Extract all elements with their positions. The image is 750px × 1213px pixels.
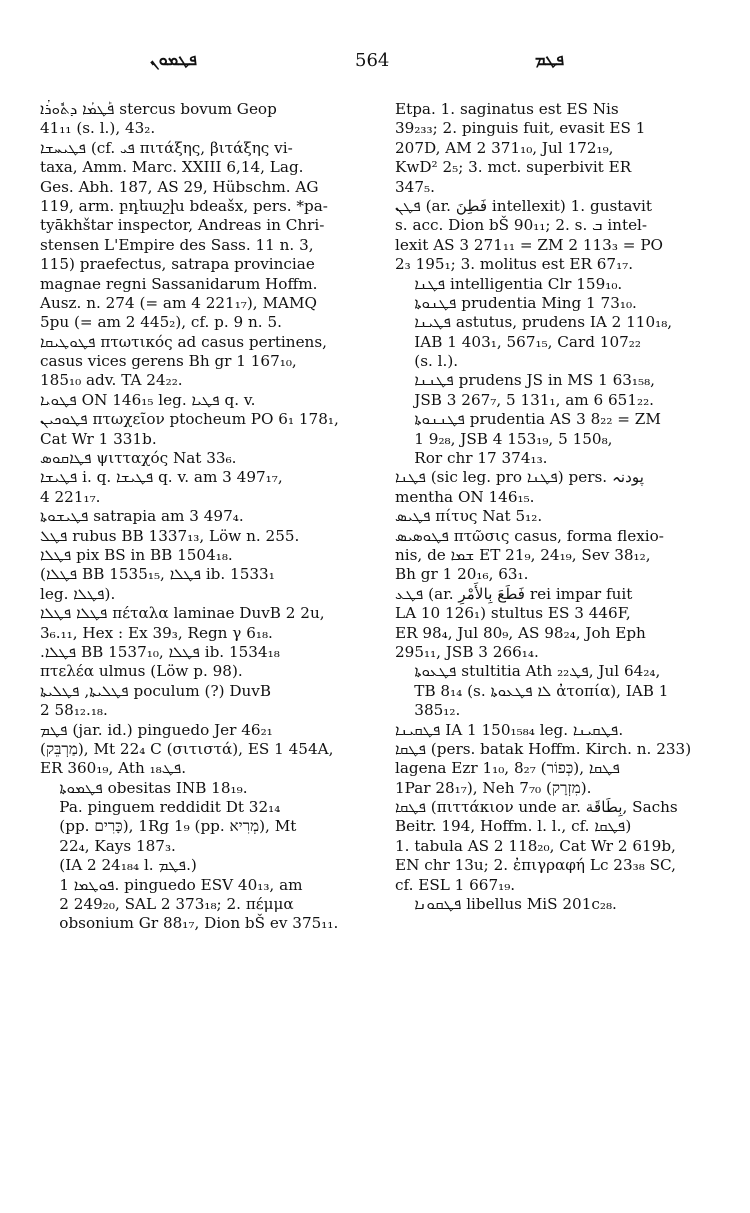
dictionary-entry-line: 4 221₁₇.	[40, 487, 101, 506]
dictionary-entry-line: tyākhštar inspector, Andreas in Chri-	[40, 216, 325, 235]
dictionary-entry-line: ܦܛܘܣܝܣ πτῶσις casus, forma flexio-	[395, 526, 664, 545]
dictionary-entry-line: ܦܛܢܐ (sic leg. pro ܦܛܢܐ) pers. پودنہ	[395, 468, 644, 487]
dictionary-entry-line: ܦܛܩܐ (πιττάκιον unde ar. بِطَاقَة, Sachs	[395, 798, 678, 817]
dictionary-entry-line: 1. tabula AS 2 118₂₀, Cat Wr 2 619b,	[395, 836, 676, 855]
dictionary-entry-line: 41₁₁ (s. l.), 43₂.	[40, 119, 156, 138]
dictionary-entry-line: ܦܛܠ rubus BB 1337₁₃, Löw n. 255.	[40, 526, 300, 545]
dictionary-entry-line: casus vices gerens Bh gr 1 167₁₀,	[40, 352, 297, 371]
dictionary-entry-line: ܦܛܠܐ ܦܛܠܐ πέταλα laminae DuvB 2 2u,	[40, 604, 325, 623]
dictionary-entry-line: Ausz. n. 274 (= am 4 221₁₇), MAMQ	[40, 293, 317, 312]
dictionary-entry-line: ܦܛܩܐ (pers. batak Hoffm. Kirch. n. 233)	[395, 739, 692, 758]
dictionary-entry-line: .ܦܛܠܐ BB 1537₁₀, ܦܛܠܐ ib. 1534₁₈	[40, 642, 280, 661]
page-number: 564	[355, 50, 390, 71]
dictionary-entry-line: LA 10 126₁) stultus ES 3 446F,	[395, 604, 631, 623]
dictionary-entry-line: ܦܛܘܟܝܢ πτωχεῖον ptocheum PO 6₁ 178₁,	[40, 410, 339, 429]
dictionary-entry-line: EN chr 13u; 2. ἐπιγραφή Lc 23₃₈ SC,	[395, 856, 676, 875]
dictionary-entry-line: 2 249₂₀, SAL 2 373₁₈; 2. πέμμα	[40, 895, 294, 914]
dictionary-entry-line: Beitr. 194, Hoffm. l. l., cf. ܦܛܩܐ)	[395, 817, 632, 836]
dictionary-entry-line: (pp. כָּרִים), 1Rg 1₉ (pp. מְרִיא), Mt	[40, 817, 297, 836]
dictionary-entry-line: ܦܛܠܝܬܐ, ܦܛܠܝܬܐ poculum (?) DuvB	[40, 681, 272, 700]
dictionary-entry-line: 1Par 28₁₇), Neh 7₇₀ (מִזְרָק).	[395, 778, 592, 797]
dictionary-entry-line: 2 58₁₂.₁₈.	[40, 701, 108, 720]
dictionary-entry-line: lagena Ezr 1₁₀, 8₂₇ (כְּפוֹר), ܦܛܩܐ	[395, 759, 620, 778]
dictionary-entry-line: ER 360₁₉, Ath ܦܛ₁₈.	[40, 759, 187, 778]
dictionary-entry-line: ܦܛܢܘܬܐ prudentia Ming 1 73₁₀.	[395, 293, 637, 312]
running-headword-right: ܦܛܡ	[535, 50, 565, 69]
dictionary-entry-line: ܦܛܩܝܢܐ IA 1 150₁₅₈₄ leg. ܦܛܩܝܢܐ.	[395, 720, 624, 739]
dictionary-entry-line: ܦܛܡ (jar. id.) pinguedo Jer 46₂₁	[40, 720, 273, 739]
dictionary-entry-line: ܦܛܝܚܫܐ (cf. ܦܝ πιτάξης, βιτάξης vi-	[40, 138, 293, 157]
dictionary-entry-line: mentha ON 146₁₅.	[395, 487, 535, 506]
dictionary-entry-line: 185₁₀ adv. TA 24₂₂.	[40, 371, 183, 390]
dictionary-entry-line: 5pu (= am 2 445₂), cf. p. 9 n. 5.	[40, 313, 282, 332]
dictionary-entry-line: Etpa. 1. saginatus est ES Nis	[395, 100, 619, 118]
dictionary-entry-line: 1 9₂₈, JSB 4 153₁₉, 5 150₈,	[395, 429, 613, 448]
running-headword-left: ܦܛܡܘܢ	[150, 50, 197, 69]
dictionary-entry-line: 39₂₃₃; 2. pinguis fuit, evasit ES 1	[395, 119, 646, 138]
dictionary-entry-line: πτελέα ulmus (Löw p. 98).	[40, 662, 243, 681]
dictionary-entry-line: 347₅.	[395, 177, 435, 196]
dictionary-entry-line: 2₃ 195₁; 3. molitus est ER 67₁₇.	[395, 255, 634, 274]
dictionary-entry-line: ܦܛܝܫܘܬܐ satrapia am 3 497₄.	[40, 507, 244, 526]
dictionary-entry-line: s. acc. Dion bŠ 90₁₁; 2. s. ܒ intel-	[395, 216, 648, 235]
dictionary-entry-line: ܦܛܝܣ πίτυς Nat 5₁₂.	[395, 507, 543, 526]
dictionary-entry-line: ܦܛܘܝܐ ON 146₁₅ leg. ܦܛܝܐ q. v.	[40, 390, 256, 409]
dictionary-entry-line: ܦܛܘܛܝܩܐ πτωτικός ad casus pertinens,	[40, 332, 327, 351]
dictionary-entry-line: ܦܛܐܩܘܣ ψιτταχός Nat 33₆.	[40, 449, 237, 468]
page-header	[0, 50, 750, 74]
dictionary-entry-line: Pa. pinguem reddidit Dt 32₁₄	[40, 798, 281, 817]
left-column	[40, 100, 378, 934]
dictionary-entry-line: ܦܘܛܡܐ 1. pinguedo ESV 40₁₃, am	[40, 875, 303, 894]
dictionary-entry-line: lexit AS 3 271₁₁ = ZM 2 113₃ = PO	[395, 235, 663, 254]
dictionary-entry-line: 119, arm. բդեաշխ bdeašx, pers. *pa-	[40, 196, 328, 215]
dictionary-entry-line: leg. ܦܛܠܐ).	[40, 584, 116, 603]
dictionary-entry-line: Bh gr 1 20₁₆, 63₁.	[395, 565, 529, 584]
dictionary-entry-line: KwD² 2₅; 3. mct. superbivit ER	[395, 158, 632, 177]
dictionary-entry-line: nis, de ܫܡܐ ET 21₉, 24₁₉, Sev 38₁₂,	[395, 545, 651, 564]
dictionary-entry-line: ܦܛܥܘܬܐ stultitia Ath ܦܛ₂₂, Jul 64₂₄,	[395, 662, 661, 681]
dictionary-entry-line: ܦܛܝܫܐ i. q. ܦܛܝܫܐ q. v. am 3 497₁₇,	[40, 468, 283, 487]
dictionary-entry-line: stensen L'Empire des Sass. 11 n. 3,	[40, 235, 314, 254]
dictionary-entry-line: ܦܛܢܐ intelligentia Clr 159₁₀.	[395, 274, 623, 293]
dictionary-entry-line: ܦܛܝܢܐ astutus, prudens IA 2 110₁₈,	[395, 313, 673, 332]
dictionary-entry-line: 295₁₁, JSB 3 266₁₄.	[395, 642, 539, 661]
dictionary-entry-line: (מַרְבֵּק), Mt 22₄ C (σιτιστά), ES 1 454A,	[40, 739, 334, 758]
dictionary-entry-line: taxa, Amm. Marc. XXIII 6,14, Lag.	[40, 158, 304, 177]
dictionary-entry-line: 115) praefectus, satrapa provinciae	[40, 255, 315, 274]
dictionary-entry-line: Ror chr 17 374₁₃.	[395, 449, 548, 468]
dictionary-entry-line: ܦܛܢܢܐ prudens JS in MS 1 63₁₅₈,	[395, 371, 655, 390]
dictionary-entry-line: obsonium Gr 88₁₇, Dion bŠ ev 375₁₁.	[40, 914, 339, 933]
dictionary-entry-line: ܦܛܥ (ar. فَطَعَ بِالأَمْرِ rei impar fuit	[395, 584, 633, 603]
dictionary-entry-line: Cat Wr 1 331b.	[40, 429, 157, 448]
dictionary-entry-line: ܦܛܩܘܢܐ libellus MiS 201c₂₈.	[395, 895, 617, 914]
dictionary-entry-line: ܦܛܡܘܬܐ obesitas INB 18₁₉.	[40, 778, 248, 797]
dictionary-entry-line: (s. l.).	[395, 352, 459, 371]
dictionary-entry-line: 385₁₂.	[395, 701, 461, 720]
dictionary-entry-line: ER 98₄, Jul 80₉, AS 98₂₄, Joh Eph	[395, 623, 646, 642]
dictionary-entry-line: ܦܰܛܡܳܐ ܕܬܽܘܪܳܐ stercus bovum Geop	[40, 100, 277, 118]
dictionary-entry-line: TB 8₁₄ (s. ܠܐ ܦܛܥܘܬܐ ἀτοπία), IAB 1	[395, 681, 669, 700]
dictionary-entry-line: Ges. Abh. 187, AS 29, Hübschm. AG	[40, 177, 319, 196]
dictionary-entry-line: 3₆.₁₁, Hex : Ex 39₃, Regn γ 6₁₈.	[40, 623, 273, 642]
dictionary-entry-line: IAB 1 403₁, 567₁₅, Card 107₂₂	[395, 332, 641, 351]
dictionary-entry-line: (IA 2 24₁₈₄ l. ܦܛܡ.)	[40, 856, 197, 875]
dictionary-entry-line: ܦܛܢܢܘܬܐ prudentia AS 3 8₂₂ = ZM	[395, 410, 661, 429]
dictionary-entry-line: JSB 3 267₇, 5 131₁, am 6 651₂₂.	[395, 390, 655, 409]
dictionary-entry-line: cf. ESL 1 667₁₉.	[395, 875, 516, 894]
dictionary-entry-line: ܦܛܢ (ar. فَطِنَ intellexit) 1. gustavit	[395, 196, 652, 215]
right-column	[395, 100, 730, 914]
dictionary-entry-line: ܦܛܠܐ pix BS in BB 1504₁₈.	[40, 545, 233, 564]
dictionary-entry-line: magnae regni Sassanidarum Hoffm.	[40, 274, 318, 293]
dictionary-entry-line: 22₄, Kays 187₃.	[40, 836, 176, 855]
dictionary-entry-line: (ܦܛܠܐ BB 1535₁₅, ܦܛܠܐ ib. 1533₁	[40, 565, 275, 584]
dictionary-entry-line: 207D, AM 2 371₁₀, Jul 172₁₉,	[395, 138, 614, 157]
